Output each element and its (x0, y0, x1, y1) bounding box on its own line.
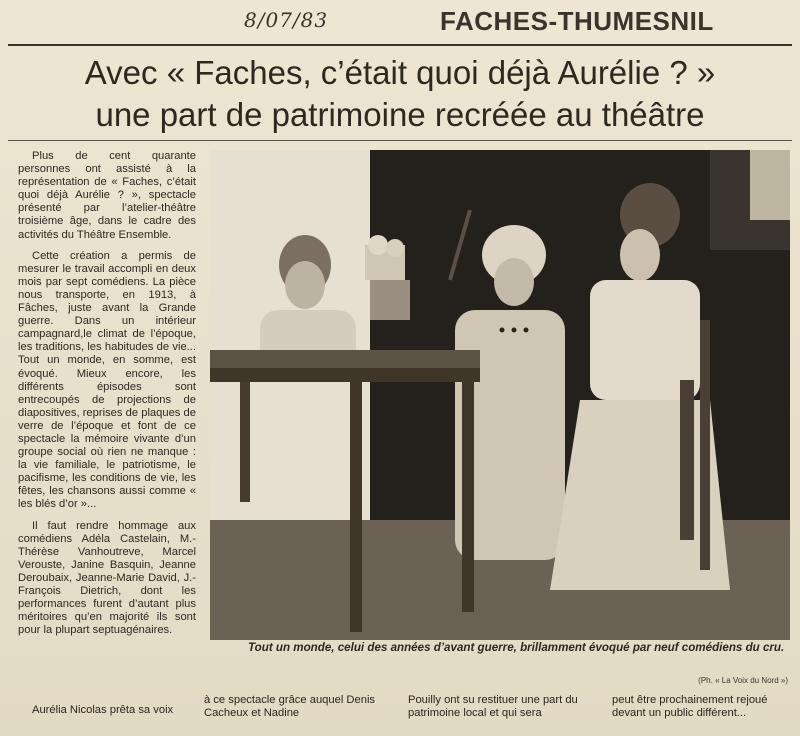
article-bottom-col-3: Pouilly ont su restituer une part du patrimoine local et qui sera (408, 694, 578, 719)
article-paragraph: Il faut rendre hommage aux comédiens Adéla Castelain, M.-Thérèse Vanhoutreve, Marcel Verouste, Janine Basquin, Jeanne Deroubaix, Jeanne-Marie David, J.-François Dietrich, dont les performances furent d’autant plus méritoires qu’en majorité ils sont pour la plupart septuagénaires. (18, 519, 196, 637)
article-bottom-col-1: Aurélia Nicolas prêta sa voix (32, 704, 174, 716)
article-bottom-col-4: peut être prochainement rejoué devant un public différent... (612, 694, 768, 719)
photo-caption: Tout un monde, celui des années d’avant guerre, brillamment évoqué par neuf comédiens du cru. (248, 641, 785, 654)
headline-rule (8, 140, 792, 141)
handwritten-date: 8/07/83 (244, 8, 329, 32)
section-title: FACHES-THUMESNIL (440, 6, 714, 36)
article-bottom-col-2: à ce spectacle grâce auquel Denis Cacheux et Nadine (204, 694, 376, 719)
photo-credit: (Ph. « La Voix du Nord ») (698, 676, 788, 685)
article-paragraph: Plus de cent quarante personnes ont assisté à la représentation de « Faches, c’était quoi déjà Aurélie ? », spectacle présenté par l’atelier-théâtre troisième âge, dans le cadre des activités du Théâtre Ensemble. (18, 150, 196, 241)
top-rule (8, 44, 792, 46)
theatre-photo (210, 150, 790, 640)
headline-line-1: Avec « Faches, c’était quoi déjà Aurélie ? » (84, 54, 716, 91)
headline-line-2: une part de patrimoine recréée au théâtre (95, 96, 705, 133)
article-paragraph: Cette création a permis de mesurer le travail accompli en deux mois par sept comédiens. La pièce nous transporte, en 1913, à Fâches, juste avant la Grande guerre. Dans un intérieur campagnard,le climat de l’époque, les traditions, les habitudes de vie... Tout un monde, en somme, est évoqué. Mieux encore, les différents épisodes sont entrecoupés de projections de diapositives, reprises de plaques de verre de l’époque et font de ce spectacle la mémoire vivante d’un groupe social où rien ne manque : la vie familiale, le patriotisme, le pacifisme, les conditions de vie, les fêtes, les chansons aussi comme « les blés d’or »... (18, 249, 196, 511)
photo-illustration (210, 150, 790, 640)
article-column-1 (18, 150, 196, 645)
